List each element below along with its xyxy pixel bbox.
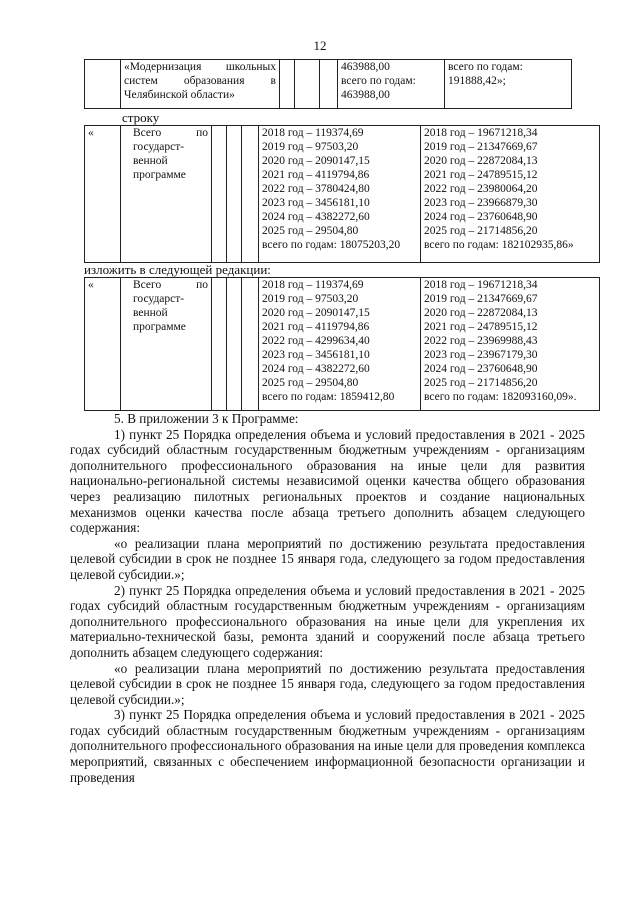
year-line: 2024 год – 23760648,90	[424, 211, 538, 223]
paragraph: «о реализации плана мероприятий по достижению результата предоставления целевой субсидии в срок не позднее 15 января года, следующего за годом предоставления целевой субсидии.»;	[70, 660, 585, 707]
program-name-cell	[121, 60, 280, 109]
year-line: 2019 год – 97503,20	[262, 141, 359, 153]
name-line: программе	[133, 169, 186, 181]
year-line: 2023 год – 23966879,30	[424, 197, 538, 209]
old-row-table	[84, 125, 600, 263]
total-line: всего по годам: 1859412,80	[262, 391, 395, 403]
year-line: 2019 год – 21347669,67	[424, 293, 538, 305]
name-line: Всего по	[133, 127, 208, 139]
quote-cell: «	[85, 126, 121, 263]
year-line: 2018 год – 119374,69	[262, 127, 364, 139]
year-line: 2023 год – 23967179,30	[424, 349, 538, 361]
col3-line: 463988,00	[341, 61, 390, 73]
year-line: 2021 год – 24789515,12	[424, 169, 538, 181]
narrow-cell	[320, 60, 338, 109]
year-line: 2019 год – 97503,20	[262, 293, 359, 305]
col3-line: 463988,00	[341, 89, 390, 101]
year-line: 2020 год – 2090147,15	[262, 307, 370, 319]
col3-cell	[259, 126, 421, 263]
narrow-cell	[242, 278, 259, 411]
label-edit: изложить в следующей редакции:	[84, 262, 271, 277]
narrow-cell	[295, 60, 320, 109]
total-line: всего по годам: 18075203,20	[262, 239, 401, 251]
year-line: 2020 год – 22872084,13	[424, 307, 538, 319]
year-line: 2023 год – 3456181,10	[262, 197, 370, 209]
col4-cell	[421, 278, 600, 411]
col4-line: 191888,42»;	[448, 75, 506, 87]
name-line: Всего по	[133, 279, 208, 291]
page-number: 12	[313, 38, 327, 53]
col4-cell	[445, 60, 572, 109]
year-line: 2019 год – 21347669,67	[424, 141, 538, 153]
year-line: 2025 год – 29504,80	[262, 377, 359, 389]
year-line: 2022 год – 4299634,40	[262, 335, 370, 347]
year-line: 2021 год – 4119794,86	[262, 321, 370, 333]
paragraph: 2) пункт 25 Порядка определения объема и условий предоставления в 2021 - 2025 годах субсидий областным государственным бюджетным учреждениям - организациям дополнительного профессионального образования на иные цели для укрепления их материально-технической базы, ремонта зданий и сооружений после абзаца третьего дополнить абзацем следующего содержания:	[70, 582, 585, 660]
name-line: венной	[133, 155, 168, 167]
col3-cell	[259, 278, 421, 411]
col3-line: всего по годам:	[341, 75, 416, 87]
year-line: 2018 год – 19671218,34	[424, 127, 538, 139]
new-row-table	[84, 277, 600, 411]
year-line: 2023 год – 3456181,10	[262, 349, 370, 361]
quote-cell: «	[85, 278, 121, 411]
paragraph: 3) пункт 25 Порядка определения объема и условий предоставления в 2021 - 2025 годах субсидий областным государственным бюджетным учреждениям - организациям дополнительного профессионального образования на иные цели для проведения комплекса мероприятий, связанных с обеспечением информационной безопасности организации и проведения	[70, 707, 585, 785]
total-name-cell	[121, 278, 212, 411]
name-line: Челябинской области»	[124, 89, 235, 101]
year-line: 2024 год – 4382272,60	[262, 363, 370, 375]
year-line: 2018 год – 119374,69	[262, 279, 364, 291]
year-line: 2025 год – 29504,80	[262, 225, 359, 237]
col1-empty	[85, 60, 121, 109]
year-line: 2025 год – 21714856,20	[424, 225, 538, 237]
year-line: 2020 год – 2090147,15	[262, 155, 370, 167]
year-line: 2020 год – 22872084,13	[424, 155, 538, 167]
name-line: государст-	[133, 293, 185, 305]
narrow-cell	[212, 278, 227, 411]
col3-cell	[338, 60, 445, 109]
paragraph: 1) пункт 25 Порядка определения объема и условий предоставления в 2021 - 2025 годах субсидий областным государственным бюджетным учреждениям - организациям дополнительного профессионального образования на иные цели для развития национально-региональной системы независимой оценки качества общего образования через реализацию пилотных региональных проектов и создание национальных механизмов оценки качества после абзаца третьего дополнить абзацем следующего содержания:	[70, 426, 585, 536]
year-line: 2024 год – 23760648,90	[424, 363, 538, 375]
body-text	[70, 411, 585, 785]
year-line: 2021 год – 4119794,86	[262, 169, 370, 181]
narrow-cell	[280, 60, 295, 109]
narrow-cell	[242, 126, 259, 263]
narrow-cell	[227, 278, 242, 411]
year-line: 2022 год – 3780424,80	[262, 183, 370, 195]
col4-line: всего по годам:	[448, 61, 523, 73]
year-line: 2024 год – 4382272,60	[262, 211, 370, 223]
year-line: 2021 год – 24789515,12	[424, 321, 538, 333]
year-line: 2022 год – 23980064,20	[424, 183, 538, 195]
year-line: 2025 год – 21714856,20	[424, 377, 538, 389]
name-line: венной	[133, 307, 168, 319]
name-line: «Модернизация школьных	[124, 61, 276, 73]
year-line: 2018 год – 19671218,34	[424, 279, 538, 291]
col4-cell	[421, 126, 600, 263]
total-line: всего по годам: 182093160,09».	[424, 391, 577, 403]
narrow-cell	[212, 126, 227, 263]
top-table	[84, 59, 572, 109]
name-line: государст-	[133, 141, 185, 153]
year-line: 2022 год – 23969988,43	[424, 335, 538, 347]
paragraph: «о реализации плана мероприятий по достижению результата предоставления целевой субсидии в срок не позднее 15 января года, следующего за годом предоставления целевой субсидии.»;	[70, 535, 585, 582]
name-line: систем образования в	[124, 75, 276, 87]
total-name-cell	[121, 126, 212, 263]
total-line: всего по годам: 182102935,86»	[424, 239, 574, 251]
label-stroku: строку	[122, 110, 160, 125]
name-line: программе	[133, 321, 186, 333]
narrow-cell	[227, 126, 242, 263]
paragraph: 5. В приложении 3 к Программе:	[114, 411, 299, 426]
